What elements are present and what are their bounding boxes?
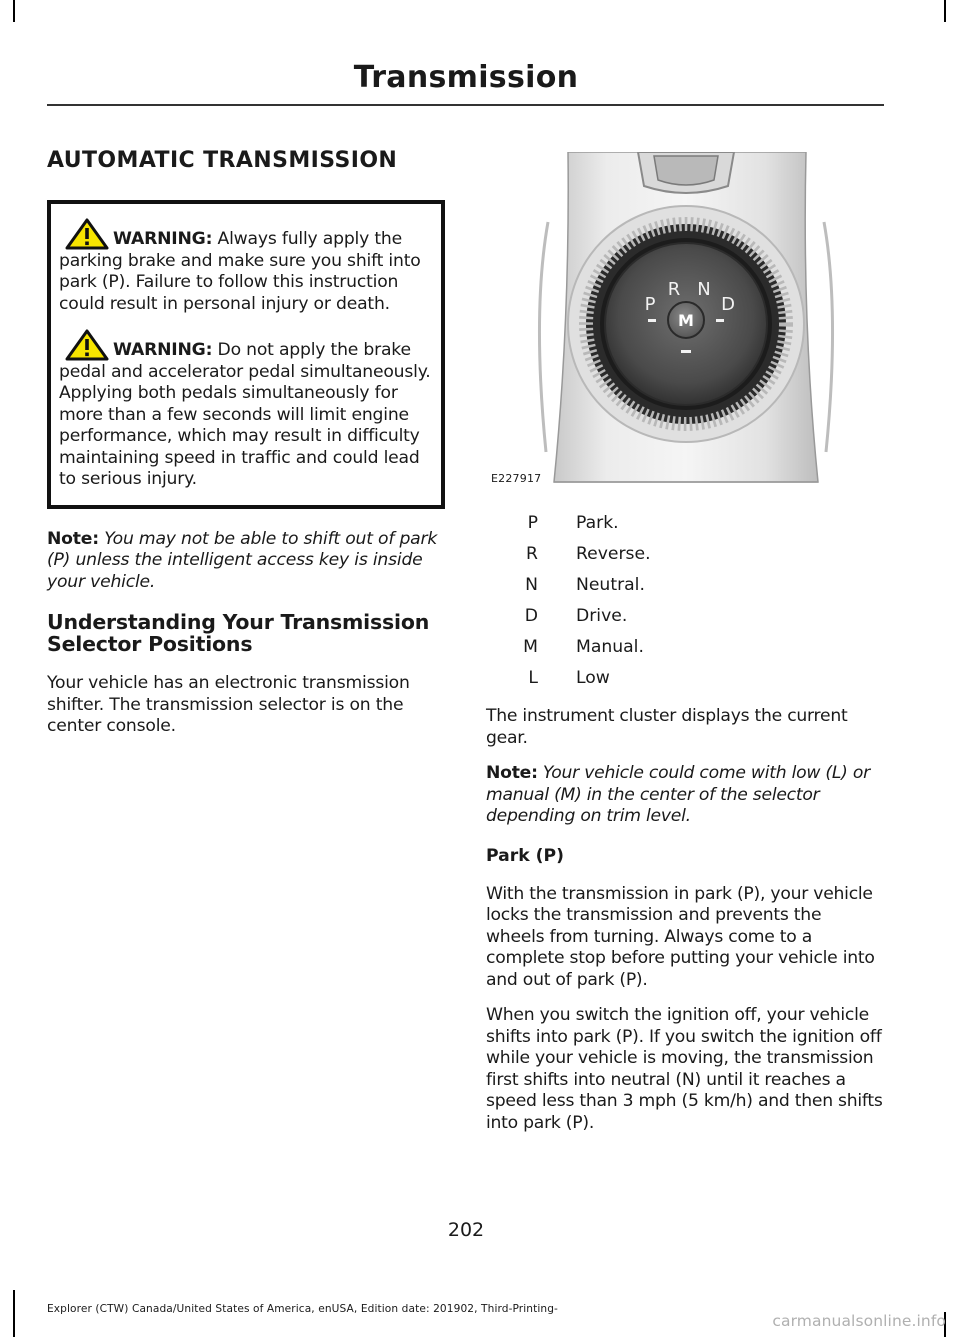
note-right: [486, 763, 884, 828]
crop-mark-top-left: [13, 0, 15, 22]
gear-description: Manual.: [576, 637, 644, 657]
gear-description: Drive.: [576, 606, 628, 626]
warning-1-label: WARNING:: [113, 229, 213, 250]
park-paragraph-1: With the transmission in park (P), your vehicle locks the transmission and prevents the wheels from turning. Always come to a complete stop before putting your vehicle into and out of park (P).: [486, 883, 875, 990]
gear-description: Reverse.: [576, 544, 651, 564]
table-row: [486, 663, 651, 694]
note-left-label: Note:: [47, 528, 99, 549]
footer-edition-text: Explorer (CTW) Canada/United States of America, enUSA, Edition date: 201902, Third-Printing-: [47, 1303, 558, 1315]
table-row: [486, 539, 651, 570]
note-left-text: You may not be able to shift out of park (P) unless the intelligent access key is inside your vehicle.: [47, 528, 438, 592]
dial-label-p: P: [644, 294, 656, 315]
gear-selector-illustration: [488, 152, 884, 492]
warning-box: [47, 200, 445, 509]
table-row: [486, 508, 651, 539]
warning-2-text: Do not apply the brake pedal and accelerator pedal simultaneously. Applying both pedals simultaneously for more than a few seconds will limit engine performance, which may result in difficulty maintaining speed in traffic and could lead to serious injury.: [59, 340, 431, 490]
warning-1-text: Always fully apply the parking brake and make sure you shift into park (P). Failure to follow this instruction could result in personal injury or death.: [59, 229, 421, 314]
dial-tick-right: [716, 319, 724, 322]
warning-1: [59, 218, 433, 315]
dial-tick-left: [648, 319, 656, 322]
dial-label-d: D: [721, 294, 735, 315]
dial-label-m: M: [678, 311, 694, 330]
crop-mark-bottom-left: [13, 1290, 15, 1337]
note-right-label: Note:: [486, 763, 538, 783]
figure-code: E227917: [491, 472, 542, 485]
selector-description: Your vehicle has an electronic transmission shifter. The transmission selector is on the center console.: [47, 673, 410, 737]
page-header-title: Transmission: [353, 60, 579, 95]
header-divider: [47, 104, 884, 106]
table-row: [486, 570, 651, 601]
cluster-paragraph: The instrument cluster displays the current gear.: [486, 706, 848, 748]
park-paragraph-2: When you switch the ignition off, your vehicle shifts into park (P). If you switch the ignition off while your vehicle is moving, the transmission first shifts into neutral (N) until it reaches a speed less than 3 mph (5 km/h) and then shifts into park (P).: [486, 1005, 883, 1133]
note-left: [47, 529, 445, 594]
gear-positions-table: [486, 508, 651, 694]
gear-code: D: [524, 606, 538, 626]
park-heading: Park (P): [486, 845, 564, 866]
warning-2-label: WARNING:: [113, 340, 213, 361]
gear-code: N: [525, 575, 538, 595]
right-column: [486, 508, 884, 1148]
gear-code: L: [528, 668, 538, 688]
dial-tick-bottom: [681, 350, 691, 353]
dial-label-n: N: [697, 279, 711, 300]
section-title: AUTOMATIC TRANSMISSION: [47, 148, 398, 173]
note-right-text: Your vehicle could come with low (L) or manual (M) in the center of the selector depending on trim level.: [486, 763, 870, 826]
warning-triangle-icon: [65, 218, 109, 250]
watermark: carmanualsonline.info: [772, 1312, 946, 1330]
warning-triangle-icon: [65, 329, 109, 361]
gear-code: R: [526, 544, 538, 564]
gear-code: P: [527, 513, 538, 533]
crop-mark-top-right: [944, 0, 946, 22]
subsection-title: Understanding Your Transmission Selector Positions: [47, 610, 430, 657]
gear-description: Park.: [576, 513, 619, 533]
gear-description: Neutral.: [576, 575, 645, 595]
left-column: [47, 148, 445, 738]
table-row: [486, 601, 651, 632]
gear-code: M: [523, 637, 538, 657]
table-row: [486, 632, 651, 663]
warning-2: [59, 329, 433, 491]
dial-label-r: R: [667, 279, 681, 300]
page-number: 202: [447, 1219, 485, 1241]
gear-description: Low: [576, 668, 610, 688]
